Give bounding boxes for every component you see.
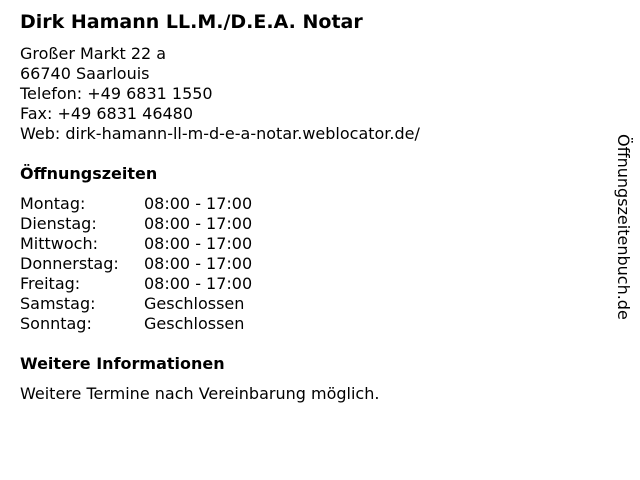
phone-number: Telefon: +49 6831 1550 [20,84,213,103]
address-block [20,44,420,144]
further-info-heading: Weitere Informationen [20,354,225,373]
fax-number: Fax: +49 6831 46480 [20,104,194,123]
day-label: Montag: [20,194,86,213]
day-label: Dienstag: [20,214,97,233]
website-link[interactable]: Web: dirk-hamann-ll-m-d-e-a-notar.weblocator.de/ [20,124,420,143]
time-value: 08:00 - 17:00 [144,214,253,233]
time-value: 08:00 - 17:00 [144,274,253,293]
brand-watermark: Öffnungszeitenbuch.de [614,134,633,320]
time-value: 08:00 - 17:00 [144,194,253,213]
time-value: 08:00 - 17:00 [144,254,253,273]
opening-hours-heading: Öffnungszeiten [20,164,158,183]
day-label: Donnerstag: [20,254,119,273]
day-label: Freitag: [20,274,81,293]
day-label: Sonntag: [20,314,92,333]
further-info-text: Weitere Termine nach Vereinbarung möglich. [20,384,380,403]
day-label: Samstag: [20,294,96,313]
time-value: 08:00 - 17:00 [144,234,253,253]
business-title: Dirk Hamann LL.M./D.E.A. Notar [20,11,363,33]
street-address: Großer Markt 22 a [20,44,167,63]
time-value: Geschlossen [144,294,245,313]
city-address: 66740 Saarlouis [20,64,150,83]
day-label: Mittwoch: [20,234,98,253]
time-value: Geschlossen [144,314,245,333]
